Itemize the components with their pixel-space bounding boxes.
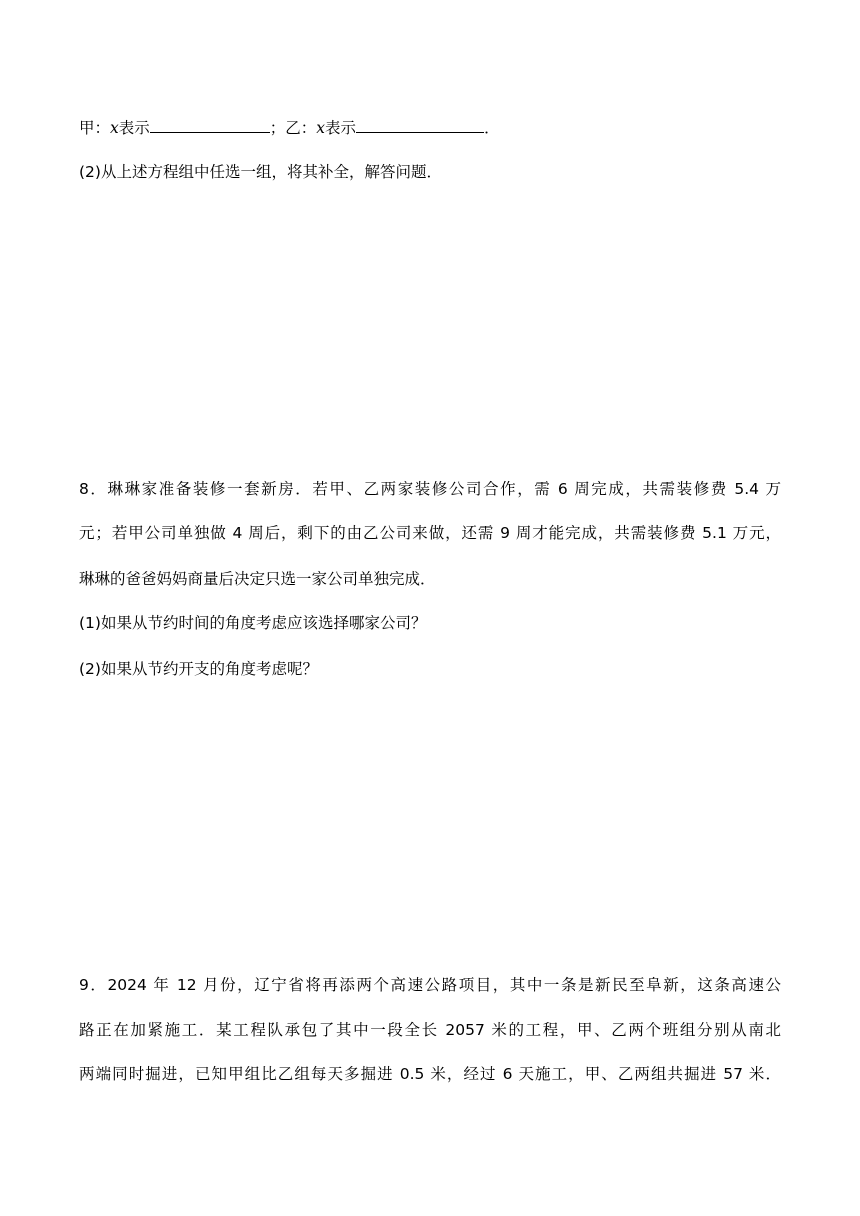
- q8-line-2: 元；若甲公司单独做 4 周后，剩下的由乙公司来做，还需 9 周才能完成，共需装修费 5.1 万元，: [79, 524, 781, 542]
- q8-line-1: 8．琳琳家准备装修一套新房．若甲、乙两家装修公司合作，需 6 周完成，共需装修费 5.4 万: [79, 480, 781, 498]
- q9-line-2: 路正在加紧施工．某工程队承包了其中一段全长 2057 米的工程，甲、乙两个班组分别从南北: [79, 1021, 781, 1039]
- q7-represents-label: 表示: [118, 119, 150, 137]
- q7-variable-x-2: x: [316, 119, 326, 137]
- q9-line-1: 9．2024 年 12 月份，辽宁省将再添两个高速公路项目，其中一条是新民至阜新，这条高速公: [79, 976, 781, 994]
- q8-line-3: 琳琳的爸爸妈妈商量后决定只选一家公司单独完成．: [79, 570, 436, 588]
- q9-line-3: 两端同时掘进，已知甲组比乙组每天多掘进 0.5 米，经过 6 天施工，甲、乙两组共掘进 57 米．: [79, 1065, 781, 1083]
- q7-jia-blank[interactable]: [150, 118, 270, 133]
- q7-jia-prefix: 甲：: [79, 119, 111, 137]
- q8-part1: (1)如果从节约时间的角度考虑应该选择哪家公司？: [79, 614, 427, 632]
- q7-yi-blank[interactable]: [356, 118, 484, 133]
- q7-fill-in-line: [79, 118, 500, 138]
- q8-part2: (2)如果从节约开支的角度考虑呢？: [79, 660, 318, 678]
- q7-part2: (2)从上述方程组中任选一组，将其补全，解答问题．: [79, 163, 442, 181]
- q7-end-mark: ．: [484, 119, 500, 137]
- q7-separator: ；乙：: [269, 119, 317, 137]
- q7-represents-label-2: 表示: [325, 119, 357, 137]
- q7-variable-x: x: [110, 119, 119, 137]
